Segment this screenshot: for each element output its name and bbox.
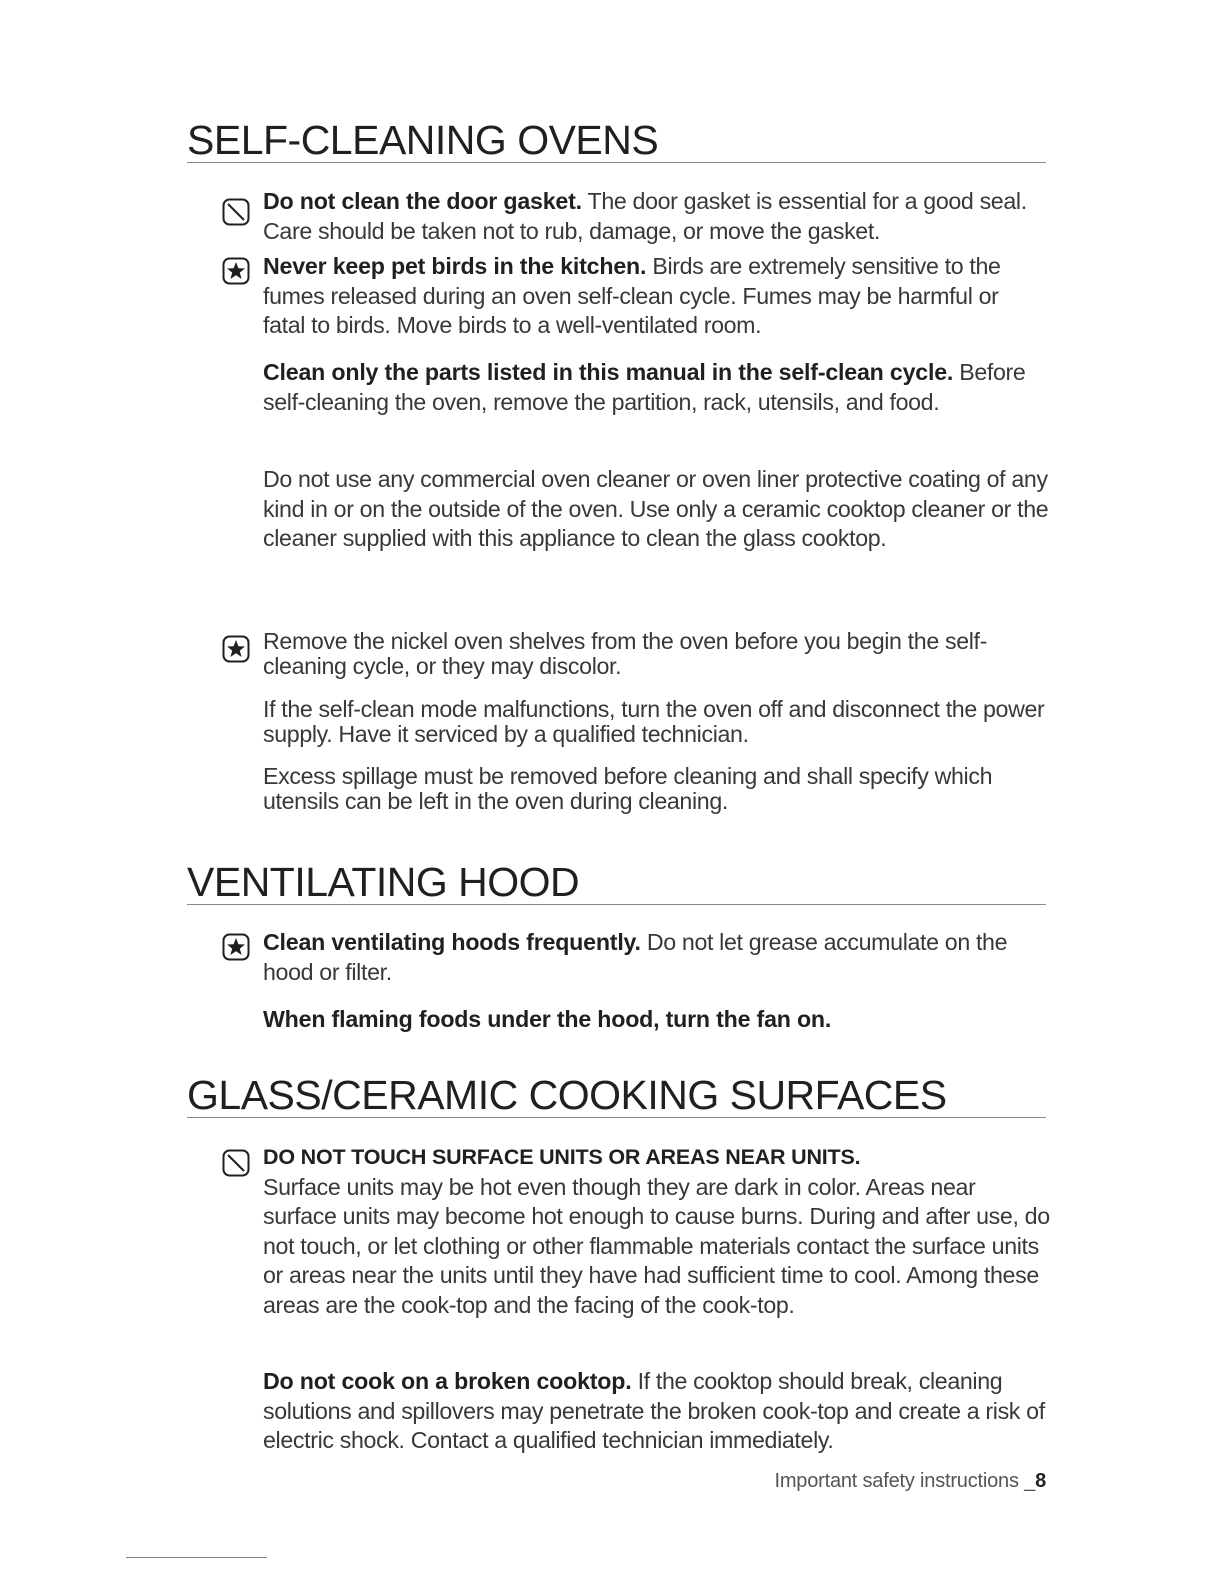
section-title-ventilating-hood: VENTILATING HOOD [187, 860, 1046, 905]
section-title-self-cleaning-ovens: SELF-CLEANING OVENS [187, 118, 1046, 163]
paragraph-pet-birds: Never keep pet birds in the kitchen. Birds are extremely sensitive to the fumes released during an oven self-clean cycle. Fumes may be harmful or fatal to birds. Move birds to a well-ventilated room. [263, 253, 1001, 339]
star-icon [222, 635, 250, 663]
paragraph-clean-parts: Clean only the parts listed in this manual in the self-clean cycle. Before self-cleaning the oven, remove the partition, rack, utensils, and food. [263, 359, 1026, 415]
prohibition-icon [222, 1149, 250, 1177]
star-icon [222, 257, 250, 285]
paragraph-do-not-touch: DO NOT TOUCH SURFACE UNITS OR AREAS NEAR UNITS. Surface units may be hot even though they are dark in color. Areas near surface units may become hot enough to cause burns. During and after use, do not touch, or let clothing or other flammable materials contact the surface units or areas near the units until they have had sufficient time to cool. Among these areas are the cook-top and the facing of the cook-top. [263, 1145, 1050, 1318]
paragraph-clean-hoods: Clean ventilating hoods frequently. Do not let grease accumulate on the hood or filter. [263, 929, 1008, 985]
paragraph-door-gasket: Do not clean the door gasket. The door gasket is essential for a good seal. Care should be taken not to rub, damage, or move the gasket. [263, 188, 1027, 244]
bottom-rule [126, 1557, 267, 1558]
prohibition-icon [222, 198, 250, 226]
page-number: 8 [1035, 1470, 1046, 1492]
paragraph-flaming-foods: When flaming foods under the hood, turn the fan on. [263, 1006, 832, 1032]
star-icon [222, 933, 250, 961]
paragraph-excess-spillage: Excess spillage must be removed before cleaning and shall specify which utensils can be left in the oven during cleaning. [263, 763, 993, 814]
section-title-glass-ceramic: GLASS/CERAMIC COOKING SURFACES [187, 1073, 1046, 1118]
paragraph-broken-cooktop: Do not cook on a broken cooktop. If the cooktop should break, cleaning solutions and spillovers may penetrate the broken cook-top and create a risk of electric shock. Contact a qualified technician immediately. [263, 1368, 1045, 1454]
paragraph-malfunction: If the self-clean mode malfunctions, turn the oven off and disconnect the power supply. Have it serviced by a qualified technician. [263, 696, 1045, 747]
paragraph-commercial-cleaner: Do not use any commercial oven cleaner or oven liner protective coating of any kind in or on the outside of the oven. Use only a ceramic cooktop cleaner or the cleaner supplied with this appliance to clean the glass cooktop. [263, 466, 1049, 552]
page-footer: Important safety instructions _8 [774, 1470, 1046, 1492]
paragraph-nickel-shelves: Remove the nickel oven shelves from the oven before you begin the self-cleaning cycle, or they may discolor. [263, 628, 988, 679]
